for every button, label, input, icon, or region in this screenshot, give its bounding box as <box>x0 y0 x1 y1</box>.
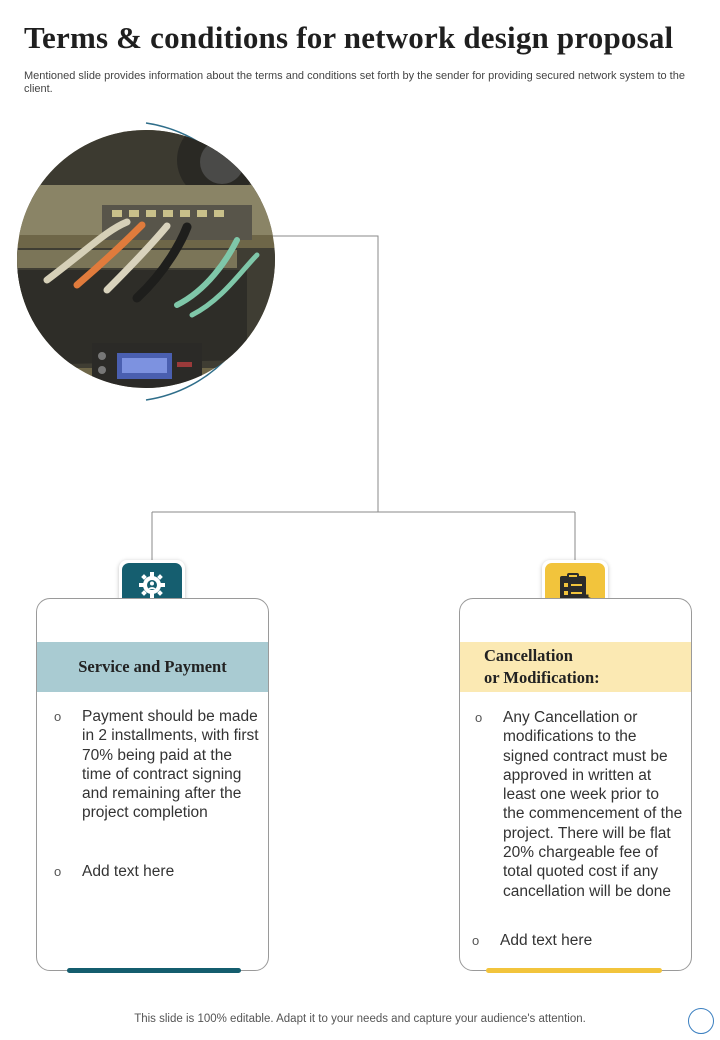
footer-note: This slide is 100% editable. Adapt it to your needs and capture your audience's attention. <box>134 1013 586 1025</box>
card-accent-bar <box>67 968 241 973</box>
bullet-circle-icon: o <box>472 933 480 948</box>
page-subtitle: Mentioned slide provides information about the terms and conditions set forth by the sender for providing secured network system to the client. <box>24 70 685 95</box>
bullet-circle-icon: o <box>475 710 483 725</box>
list-item: o Payment should be made in 2 installments, with first 70% being paid at the time of contract signing and remaining after the project completion <box>54 708 259 822</box>
bullet-circle-icon: o <box>54 864 62 879</box>
page-title: Terms & conditions for network design proposal <box>24 20 674 55</box>
list-item: o Add text here <box>472 932 593 949</box>
page-indicator-icon <box>688 1008 714 1034</box>
list-item: o Any Cancellation or modifications to the signed contract must be approved in written at least one week prior to the commencement of the project. There will be flat 20% chargeable fee of total quoted cost if any cancellation will be done <box>475 709 683 900</box>
network-switch-photo <box>17 130 275 388</box>
list-item: o Add text here <box>54 863 175 880</box>
card-accent-bar <box>486 968 662 973</box>
service-payment-card <box>36 598 269 971</box>
cancellation-title: Cancellation or Modification: <box>460 642 691 692</box>
cancellation-card <box>459 598 692 971</box>
network-photo <box>0 118 300 408</box>
service-payment-title: Service and Payment <box>37 642 268 692</box>
bullet-circle-icon: o <box>54 709 62 724</box>
